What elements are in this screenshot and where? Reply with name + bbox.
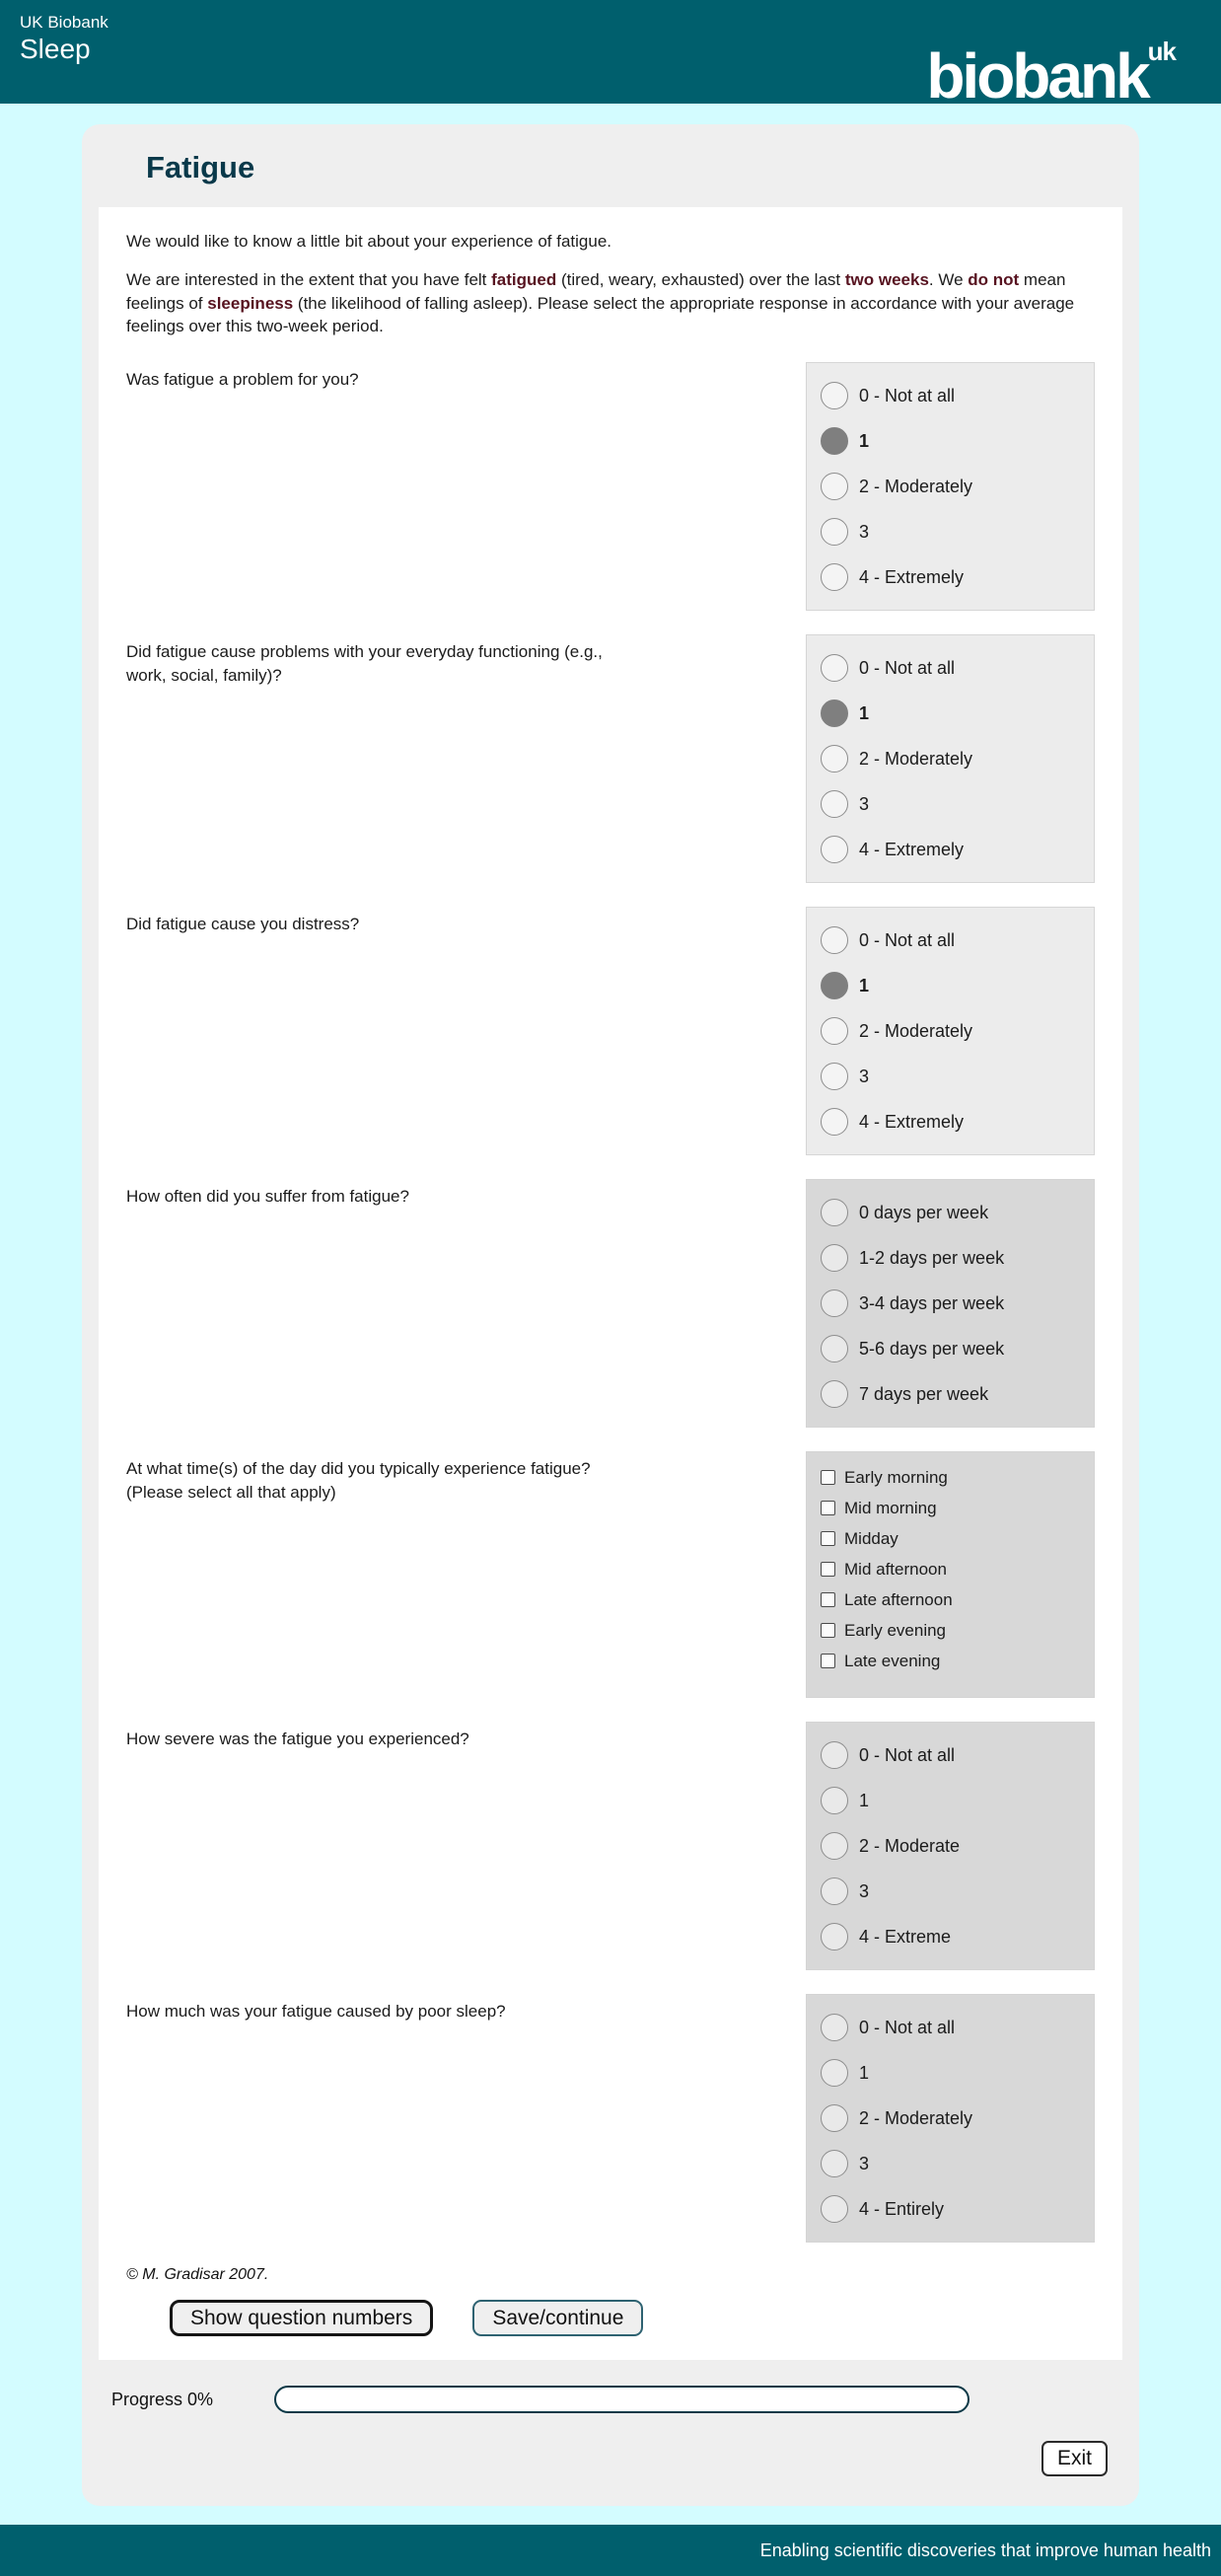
radio-icon[interactable]	[821, 563, 848, 591]
radio-icon[interactable]	[821, 654, 848, 682]
questionnaire-panel	[82, 124, 1139, 2506]
question-text: Did fatigue cause problems with your everyday functioning (e.g., work, social, family)?	[126, 642, 603, 685]
option-label: Late evening	[844, 1651, 941, 1670]
option-label: 0 - Not at all	[859, 657, 956, 678]
option-label: 4 - Extreme	[859, 1926, 952, 1947]
option-label: 4 - Extremely	[859, 1111, 965, 1132]
question-section	[126, 1451, 1095, 1698]
radio-option[interactable]	[821, 691, 1080, 736]
radio-icon[interactable]	[821, 1289, 848, 1317]
radio-icon[interactable]	[821, 473, 848, 500]
radio-icon[interactable]	[821, 1787, 848, 1814]
action-buttons	[170, 2300, 1095, 2336]
radio-option[interactable]	[821, 781, 1080, 827]
radio-option[interactable]	[821, 1099, 1080, 1144]
brand-block	[0, 0, 108, 66]
radio-option[interactable]	[821, 1054, 1080, 1099]
option-label: Mid afternoon	[844, 1559, 947, 1579]
radio-icon[interactable]	[821, 2059, 848, 2087]
radio-option[interactable]	[821, 2141, 1080, 2186]
option-label: 4 - Extremely	[859, 566, 965, 587]
question-section	[126, 1994, 1095, 2243]
radio-option[interactable]	[821, 418, 1080, 464]
radio-option[interactable]	[821, 645, 1080, 691]
save-continue-button[interactable]: Save/continue	[472, 2300, 643, 2336]
option-label: Early morning	[844, 1467, 948, 1487]
top-header	[0, 0, 1221, 111]
question-text: How often did you suffer from fatigue?	[126, 1187, 409, 1207]
radio-option[interactable]	[821, 1914, 1080, 1959]
page-title: Fatigue	[146, 150, 255, 184]
option-label: Early evening	[844, 1620, 947, 1640]
radio-icon[interactable]	[821, 926, 848, 954]
checkbox-icon[interactable]	[821, 1592, 835, 1607]
option-label: 3	[859, 1880, 870, 1901]
option-label: 1	[859, 702, 870, 723]
option-label: 2 - Moderately	[859, 1020, 973, 1041]
question-section	[126, 634, 1095, 883]
radio-icon[interactable]	[821, 2014, 848, 2041]
radio-option[interactable]	[821, 918, 1080, 963]
radio-option[interactable]	[821, 1371, 1080, 1417]
checkbox-option[interactable]	[821, 1554, 1080, 1584]
radio-option[interactable]	[821, 1823, 1080, 1869]
option-label: 0 - Not at all	[859, 929, 956, 950]
options-group	[806, 1994, 1095, 2243]
radio-option[interactable]	[821, 827, 1080, 872]
options-group	[806, 1451, 1095, 1698]
question-text: How much was your fatigue caused by poor sleep?	[126, 2002, 506, 2022]
radio-icon[interactable]	[821, 2104, 848, 2132]
radio-icon[interactable]	[821, 1832, 848, 1860]
question-section	[126, 1179, 1095, 1428]
question-section	[126, 1722, 1095, 1970]
radio-icon[interactable]	[821, 745, 848, 773]
option-label: 0 - Not at all	[859, 2017, 956, 2037]
option-label: 3	[859, 521, 870, 542]
checkbox-icon[interactable]	[821, 1623, 835, 1638]
option-label: 1	[859, 430, 870, 451]
option-label: Midday	[844, 1528, 898, 1548]
radio-option[interactable]	[821, 1732, 1080, 1778]
checkbox-icon[interactable]	[821, 1501, 835, 1515]
radio-icon[interactable]	[821, 1199, 848, 1226]
option-label: 3-4 days per week	[859, 1292, 1005, 1313]
copyright-note: © M. Gradisar 2007.	[126, 2266, 269, 2284]
radio-option[interactable]	[821, 1778, 1080, 1823]
radio-option[interactable]	[821, 554, 1080, 600]
radio-icon[interactable]	[821, 1335, 848, 1362]
radio-option[interactable]	[821, 373, 1080, 418]
options-group	[806, 362, 1095, 611]
radio-icon[interactable]	[821, 790, 848, 818]
question-text: Did fatigue cause you distress?	[126, 915, 360, 934]
progress-label: Progress 0%	[111, 2389, 214, 2409]
checkbox-icon[interactable]	[821, 1531, 835, 1546]
radio-option[interactable]	[821, 1008, 1080, 1054]
radio-option[interactable]	[821, 2050, 1080, 2096]
option-label: 0 - Not at all	[859, 385, 956, 405]
option-label: 3	[859, 793, 870, 814]
radio-icon[interactable]	[821, 972, 848, 999]
checkbox-option[interactable]	[821, 1523, 1080, 1554]
option-label: 0 days per week	[859, 1202, 989, 1222]
uk-biobank-logo	[926, 0, 1221, 128]
intro-paragraph-2: We are interested in the extent that you have felt fatigued (tired, weary, exhausted) over the last two weeks. We do not mean feelings of sleepiness (the likelihood of falling asleep). Please select the appropriate response in accordance with your average feelings over this two-week period.	[126, 269, 1075, 336]
radio-option[interactable]	[821, 1190, 1080, 1235]
question-text: At what time(s) of the day did you typically experience fatigue? (Please select all that apply)	[126, 1459, 591, 1502]
radio-icon[interactable]	[821, 382, 848, 409]
options-group	[806, 1179, 1095, 1428]
checkbox-option[interactable]	[821, 1584, 1080, 1615]
radio-icon[interactable]	[821, 1741, 848, 1769]
radio-option[interactable]	[821, 2096, 1080, 2141]
question-section	[126, 907, 1095, 1155]
radio-option[interactable]	[821, 1326, 1080, 1371]
radio-icon[interactable]	[821, 2195, 848, 2223]
checkbox-icon[interactable]	[821, 1470, 835, 1485]
radio-option[interactable]	[821, 509, 1080, 554]
radio-icon[interactable]	[821, 1244, 848, 1272]
option-label: 3	[859, 1066, 870, 1086]
checkbox-icon[interactable]	[821, 1654, 835, 1668]
question-text: How severe was the fatigue you experienced?	[126, 1730, 469, 1749]
options-group	[806, 634, 1095, 883]
option-label: 1-2 days per week	[859, 1247, 1005, 1268]
site-name: UK Biobank	[20, 13, 108, 32]
radio-icon[interactable]	[821, 699, 848, 727]
checkbox-option[interactable]	[821, 1462, 1080, 1493]
radio-option[interactable]	[821, 1281, 1080, 1326]
option-label: 4 - Extremely	[859, 839, 965, 859]
option-label: 7 days per week	[859, 1383, 989, 1404]
radio-icon[interactable]	[821, 1380, 848, 1408]
radio-icon[interactable]	[821, 2150, 848, 2177]
radio-icon[interactable]	[821, 1017, 848, 1045]
radio-option[interactable]	[821, 2186, 1080, 2232]
radio-option[interactable]	[821, 736, 1080, 781]
option-label: 1	[859, 975, 870, 995]
options-group	[806, 907, 1095, 1155]
option-label: 5-6 days per week	[859, 1338, 1005, 1359]
checkbox-option[interactable]	[821, 1615, 1080, 1646]
radio-option[interactable]	[821, 963, 1080, 1008]
footer-tagline: Enabling scientific discoveries that improve human health	[759, 2539, 1211, 2560]
radio-icon[interactable]	[821, 1063, 848, 1090]
option-label: 2 - Moderately	[859, 476, 973, 496]
exit-button[interactable]: Exit	[1041, 2441, 1108, 2476]
progress-section	[111, 2386, 1139, 2413]
radio-option[interactable]	[821, 1235, 1080, 1281]
bottom-footer	[0, 2525, 1221, 2576]
radio-icon[interactable]	[821, 1877, 848, 1905]
option-label: 2 - Moderately	[859, 748, 973, 769]
exit-row	[82, 2441, 1108, 2476]
option-label: 4 - Entirely	[859, 2198, 945, 2219]
option-label: Mid morning	[844, 1498, 937, 1517]
option-label: 1	[859, 1790, 870, 1810]
option-label: 2 - Moderately	[859, 2107, 973, 2128]
question-section	[126, 362, 1095, 611]
question-card	[99, 207, 1122, 2360]
intro-paragraph-1: We would like to know a little bit about your experience of fatigue.	[126, 232, 612, 251]
question-text: Was fatigue a problem for you?	[126, 370, 359, 390]
logo-uk-superscript: uk	[1147, 37, 1176, 66]
checkbox-icon[interactable]	[821, 1562, 835, 1577]
options-group	[806, 1722, 1095, 1970]
radio-option[interactable]	[821, 2005, 1080, 2050]
radio-icon[interactable]	[821, 518, 848, 546]
radio-icon[interactable]	[821, 836, 848, 863]
progress-bar	[274, 2386, 970, 2413]
option-label: Late afternoon	[844, 1589, 953, 1609]
section-name: Sleep	[20, 34, 91, 65]
show-question-numbers-button[interactable]: Show question numbers	[170, 2300, 433, 2336]
option-label: 1	[859, 2062, 870, 2083]
radio-icon[interactable]	[821, 427, 848, 455]
option-label: 3	[859, 2153, 870, 2173]
radio-icon[interactable]	[821, 1923, 848, 1950]
radio-option[interactable]	[821, 464, 1080, 509]
checkbox-option[interactable]	[821, 1646, 1080, 1676]
radio-icon[interactable]	[821, 1108, 848, 1136]
radio-option[interactable]	[821, 1869, 1080, 1914]
logo-text: biobank	[926, 40, 1148, 111]
option-label: 2 - Moderate	[859, 1835, 961, 1856]
checkbox-option[interactable]	[821, 1493, 1080, 1523]
option-label: 0 - Not at all	[859, 1744, 956, 1765]
